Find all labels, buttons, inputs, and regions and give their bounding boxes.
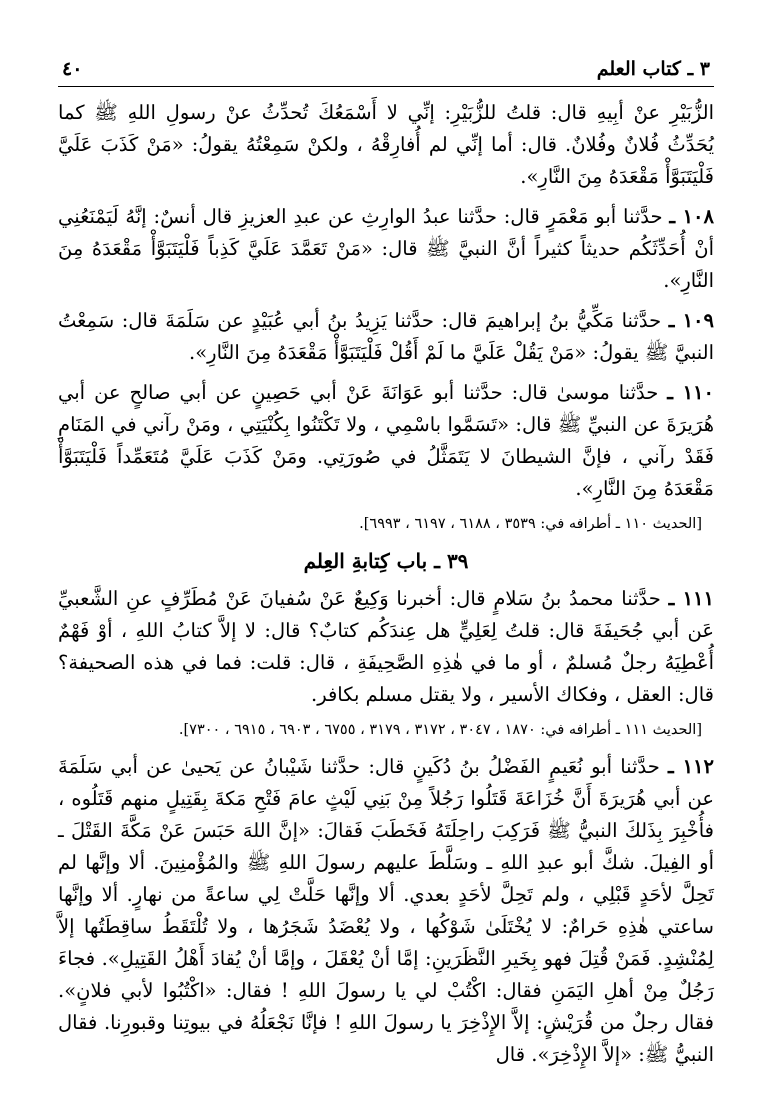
hadith-paragraph — [58, 583, 714, 711]
hadith-paragraph — [58, 97, 714, 193]
hadith-text: حدَّثنا مَكِّيُّ بنُ إبراهيمَ قال: حدَّثنا يَزِيدُ بنُ أبي عُبَيْدٍ عن سَلَمَةَ قال: سَمِعْتُ النبيَّ ﷺ يقولُ: «مَنْ يَقُلْ عَلَيَّ ما لَمْ أَقُلْ فَلْيَتَبَوَّأْ مَقْعَدَهُ مِنَ النَّارِ». — [58, 309, 714, 364]
hadith-number: ١١١ ـ — [668, 587, 714, 610]
hadith-text: الزُّبَيْرِ عنْ أبِيهِ قال: قلتُ للزُّبَيْرِ: إنِّي لا أَسْمَعُكَ تُحدِّثُ عنْ رسولِ اللهِ ﷺ كما يُحَدِّثُ فُلانٌ وفُلانٌ. قال: أما إنِّي لم أُفارِقْهُ ، ولكنْ سَمِعْتُهُ يقولُ: «مَنْ كَذَبَ عَلَيَّ فَلْيَتَبَوَّأْ مَقْعَدَهُ مِنَ النَّارِ». — [58, 101, 714, 188]
hadith-number: ١١٢ ـ — [668, 755, 714, 778]
page-content — [58, 97, 714, 1071]
section-heading: ٣٩ ـ باب كِتابةِ العِلم — [303, 549, 469, 573]
hadith-paragraph — [58, 305, 714, 369]
hadith-paragraph — [58, 377, 714, 505]
page-number: ٤٠ — [62, 58, 83, 80]
hadith-text: حدَّثنا أبو نُعَيمٍ الفَضْلُ بنُ دُكَينٍ قال: حدَّثنا شَيْبانُ عن يَحيىٰ عن أبي سَلَمَةَ عن أبي هُرَيرَةَ أَنَّ خُزَاعَةَ قَتَلُوا رَجُلاً مِنْ بَنِي لَيْثٍ عامَ فَتْحِ مَكةَ بِقَتِيلٍ منهم قَتَلُوه ، فأُخْبِرَ بِذَلكَ النبيُّ ﷺ فَرَكِبَ راحِلَتَهُ فَخَطَبَ فَقالَ: «إنَّ اللهَ حَبَسَ عَنْ مَكَّةَ القَتْلَ ـ أو الفِيلَ. شكَّ أبو عبدِ اللهِ ـ وسَلَّطَ عليهم رسولَ اللهِ ﷺ والمُؤْمنِينَ. ألا وإنَّها لم تَحِلَّ لأحَدٍ قَبْلِي ، ولم تَحِلَّ لأحَدٍ بعدي. ألا وإنَّها حَلَّتْ لِي ساعةً من نهارٍ. ألا وإنَّها ساعتي هٰذِهِ حَرامٌ: لا يُخْتَلَىٰ شَوْكُها ، ولا يُعْضَدُ شَجَرُها ، ولا تُلْتَقَطُ ساقِطَتُها إلاَّ لِمُنْشِدٍ. فَمَنْ قُتِلَ فهو بِخَيرِ النَّظَرَينِ: إمَّا أنْ يُعْقَلَ ، وإمَّا أنْ يُقادَ أَهْلُ القَتِيلِ». فجاءَ رَجُلٌ مِنْ أهلِ اليَمَنِ فقال: اكْتُبْ لي يا رسولَ اللهِ ! فقال: «اكْتُبُوا لأبي فلانٍ». فقال رجلٌ من قُرَيْشٍ: إلاَّ الإِذْخِرَ يا رسولَ اللهِ ! فإنَّا نَجْعَلُهُ في بيوتِنا وقبورِنا. فقال النبيُّ ﷺ: «إلاَّ الإِذْخِرَ». قال — [58, 755, 715, 1066]
hadith-number: ١٠٩ ـ — [668, 309, 714, 332]
cross-reference-note: [الحديث ١١١ ـ أطرافه في: ١٨٧٠ ، ٣٠٤٧ ، ٣١٧٢ ، ٣١٧٩ ، ٦٧٥٥ ، ٦٩٠٣ ، ٦٩١٥ ، ٧٣٠٠]. — [178, 722, 702, 738]
book-page — [58, 58, 714, 1079]
hadith-text: حدَّثنا موسىٰ قال: حدَّثنا أبو عَوَانَةَ عَنْ أبي حَصِينٍ عن أبي صالحٍ عن أبي هُرَيرَةَ عن النبيِّ ﷺ قال: «تَسَمَّوا باسْمِي ، ولا تَكْتَنُوا بِكُنْيَتِي ، ومَنْ رآني في المَنَامِ فَقَدْ رآني ، فإنَّ الشيطانَ لا يَتَمَثَّلُ في صُورَتِي. ومَنْ كَذَبَ عَلَيَّ مُتَعَمِّداً فَلْيَتَبَوَّأْ مَقْعَدَهُ مِنَ النَّارِ». — [58, 381, 714, 500]
hadith-paragraph — [58, 201, 714, 297]
cross-reference-note: [الحديث ١١٠ ـ أطرافه في: ٣٥٣٩ ، ٦١٨٨ ، ٦١٩٧ ، ٦٩٩٣]. — [359, 516, 702, 532]
hadith-number: ١١٠ ـ — [667, 381, 714, 404]
hadith-paragraph — [58, 751, 714, 1071]
hadith-number: ١٠٨ ـ — [669, 205, 714, 228]
hadith-text: حدَّثنا أبو مَعْمَرٍ قال: حدَّثنا عبدُ الوارِثِ عن عبدِ العزيزِ قال أنسٌ: إنَّهُ لَيَمْنَعُنِي أنْ أُحَدِّثَكُم حديثاً كثيراً أنَّ النبيَّ ﷺ قال: «مَنْ تَعَمَّدَ عَلَيَّ كَذِباً فَلْيَتَبَوَّأْ مَقْعَدَهُ مِنَ النَّارِ». — [58, 205, 714, 292]
chapter-title: ٣ ـ كتاب العلم — [596, 58, 710, 80]
hadith-text: حدَّثنا محمدُ بنُ سَلامٍ قال: أخبرنا وَكِيعٌ عَنْ سُفيانَ عَنْ مُطَرِّفٍ عنِ الشَّعبيِّ عَن أبي جُحَيفَةَ قال: قلتُ لِعَلِيٍّ هل عِندَكُم كتابٌ؟ قال: لا إلاَّ كتابُ اللهِ ، أوْ فَهْمٌ أُعْطِيَهُ رجلٌ مُسلمٌ ، أو ما في هٰذِهِ الصَّحِيفَةِ ، قال: قلت: فما في هذه الصحيفة؟ قال: العقل ، وفكاك الأسير ، ولا يقتل مسلم بكافر. — [58, 587, 714, 706]
page-header — [58, 58, 714, 87]
